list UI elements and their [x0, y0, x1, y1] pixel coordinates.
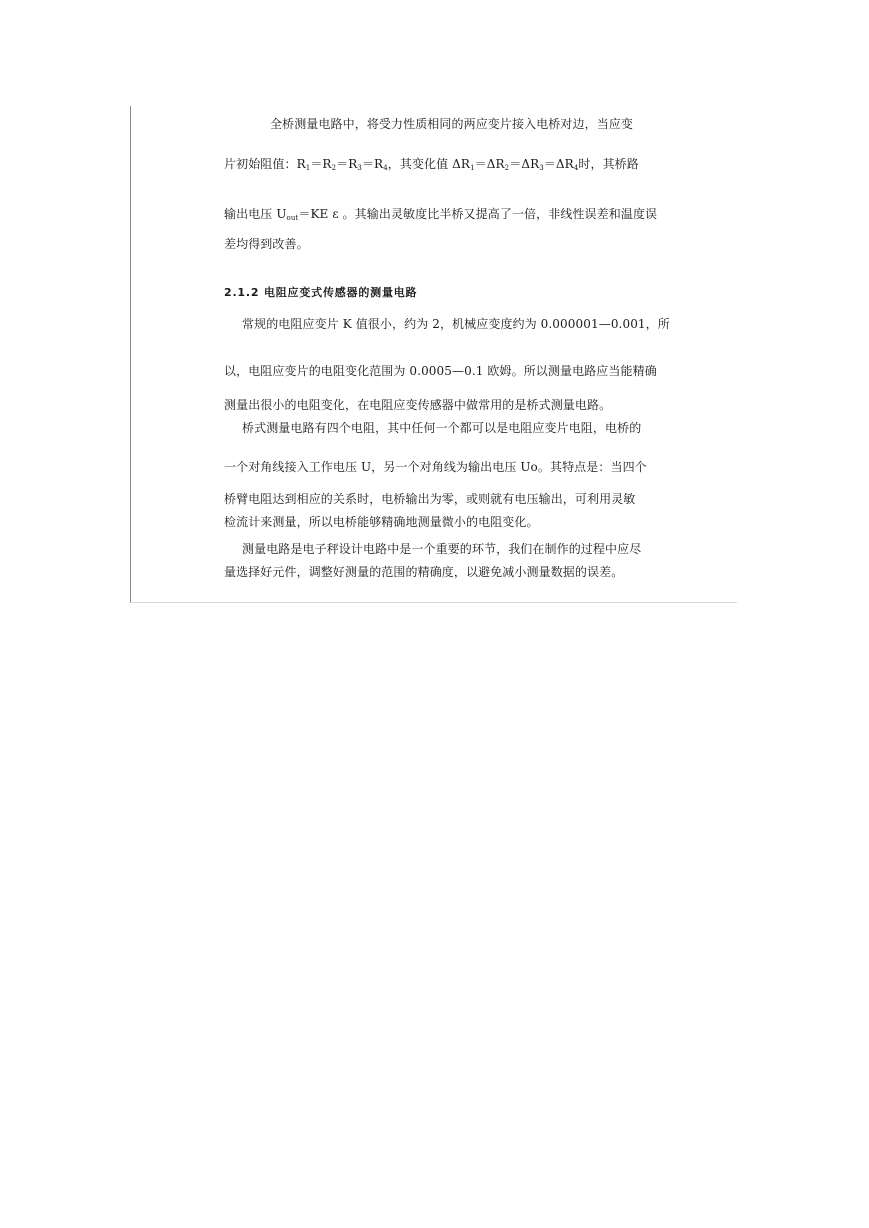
paragraph-1-line-4: 差均得到改善。: [224, 237, 309, 251]
paragraph-3-line-1: 桥式测量电路有四个电阻，其中任何一个都可以是电阻应变片电阻，电桥的: [242, 421, 642, 435]
subscript: 3: [357, 164, 362, 172]
subscript: 4: [383, 164, 388, 172]
subscript: 2: [331, 164, 337, 172]
text: ＝ΔR: [474, 157, 505, 171]
subscript: 1: [305, 164, 311, 172]
text: ＝R: [361, 157, 384, 171]
paragraph-4-line-1: 测量电路是电子秤设计电路中是一个重要的环节，我们在制作的过程中应尽: [242, 542, 642, 556]
paragraph-2-line-2: 以，电阻应变片的电阻变化范围为 0.0005—0.1 欧姆。所以测量电路应当能精确: [224, 364, 657, 378]
subscript: 4: [573, 164, 579, 172]
subscript: 2: [504, 164, 510, 172]
text: ＝R: [336, 157, 358, 171]
paragraph-2-line-1: 常规的电阻应变片 K 值很小，约为 2，机械应变度约为 0.000001—0.001，所: [242, 317, 670, 331]
text: 时，其桥路: [578, 157, 639, 171]
subscript: 1: [470, 164, 475, 172]
paragraph-1-line-1: 全桥测量电路中，将受力性质相同的两应变片接入电桥对边，当应变: [270, 117, 634, 131]
subscript: out: [286, 214, 299, 222]
text: R: [296, 157, 306, 171]
subscript: 3: [539, 164, 544, 172]
paragraph-3-line-2: 一个对角线接入工作电压 U，另一个对角线为输出电压 Uo。其特点是：当四个: [224, 460, 647, 474]
text: ＝ΔR: [543, 157, 574, 171]
text: ＝KE ε 。其输出灵敏度比半桥又提高了一倍，非线性误差和温度误: [298, 207, 658, 221]
paragraph-1-line-2: [224, 156, 664, 172]
paragraph-4-line-2: 量选择好元件，调整好测量的范围的精确度，以避免减小测量数据的误差。: [224, 565, 624, 579]
paragraph-2-line-3: 测量出很小的电阻变化，在电阻应变传感器中做常用的是桥式测量电路。: [224, 398, 612, 412]
paragraph-3-line-4: 检流计来测量，所以电桥能够精确地测量微小的电阻变化。: [224, 515, 539, 529]
text: ＝ΔR: [509, 157, 540, 171]
text: 片初始阻值：: [224, 157, 297, 171]
text: ，其变化值 ΔR: [387, 157, 471, 171]
section-heading: 2.1.2 电阻应变式传感器的测量电路: [224, 286, 418, 299]
paragraph-3-line-3: 桥臂电阻达到相应的关系时，电桥输出为零，或则就有电压输出，可利用灵敏: [224, 492, 636, 506]
text: 输出电压 U: [224, 207, 287, 221]
text: ＝R: [310, 157, 332, 171]
paragraph-1-line-3: [224, 206, 664, 222]
